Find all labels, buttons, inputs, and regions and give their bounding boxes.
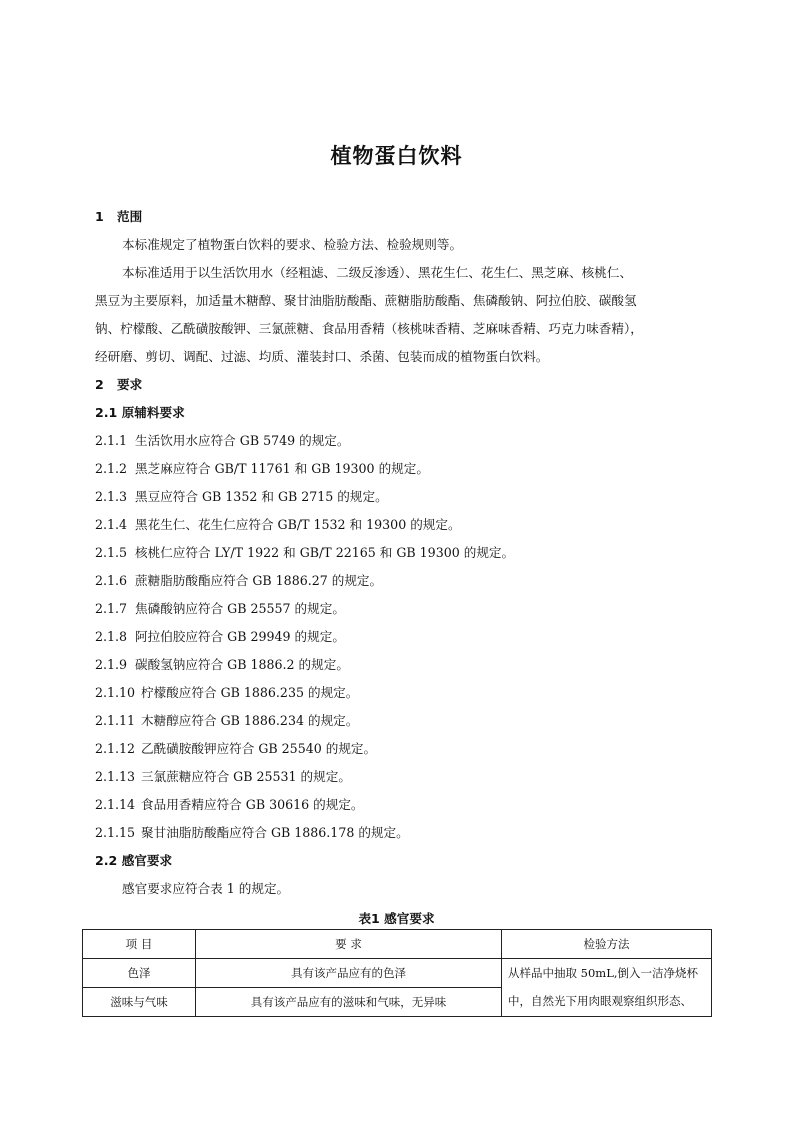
table-cell-item: 滋味与气味 xyxy=(83,988,196,1017)
section-1-paragraph-2-line-1: 本标准适用于以生活饮用水（经粗滤、二级反渗透）、黑花生仁、花生仁、黑芝麻、核桃仁、 xyxy=(122,265,633,280)
section-1-paragraph-2-line-3: 钠、柠檬酸、乙酰磺胺酸钾、三氯蔗糖、食品用香精（核桃味香精、芝麻味香精、巧克力味香精）， xyxy=(95,321,643,336)
list-item: 2.1.12 乙酰磺胺酸钾应符合 GB 25540 的规定。 xyxy=(95,741,377,756)
section-1-paragraph-2-line-4: 经研磨、剪切、调配、过滤、均质、灌装封口、杀菌、包装而成的植物蛋白饮料。 xyxy=(95,349,549,364)
table-header-row xyxy=(83,930,712,959)
section-2-title: 要求 xyxy=(117,377,143,392)
list-item: 2.1.1 生活饮用水应符合 GB 5749 的规定。 xyxy=(95,433,350,448)
table-header-requirement: 要 求 xyxy=(196,930,502,959)
section-2-heading xyxy=(95,376,142,394)
list-item: 2.1.9 碳酸氢钠应符合 GB 1886.2 的规定。 xyxy=(95,657,349,672)
list-item: 2.1.11 木糖醇应符合 GB 1886.234 的规定。 xyxy=(95,713,359,728)
method-line-1: 从样品中抽取 50mL,倒入一洁净烧杯 xyxy=(508,966,698,980)
section-1-heading xyxy=(95,208,142,226)
list-item: 2.1.4 黑花生仁、花生仁应符合 GB/T 1532 和 19300 的规定。 xyxy=(95,517,461,532)
table-cell-item: 色泽 xyxy=(83,959,196,988)
section-1-paragraph-2-line-2: 黑豆为主要原料，加适量木糖醇、聚甘油脂肪酸酯、蔗糖脂肪酸酯、焦磷酸钠、阿拉伯胶、碳酸氢 xyxy=(95,293,637,308)
table-cell-requirement: 具有该产品应有的滋味和气味，无异味 xyxy=(196,988,502,1017)
section-1-title: 范围 xyxy=(117,209,143,224)
method-line-2: 中，自然光下用肉眼观察组织形态、 xyxy=(508,994,692,1008)
table-row xyxy=(83,959,712,988)
subsection-2-1-heading: 2.1 原辅料要求 xyxy=(95,405,185,420)
list-item: 2.1.3 黑豆应符合 GB 1352 和 GB 2715 的规定。 xyxy=(95,489,388,504)
section-1-paragraph-1: 本标准规定了植物蛋白饮料的要求、检验方法、检验规则等。 xyxy=(122,237,463,252)
list-item: 2.1.7 焦磷酸钠应符合 GB 25557 的规定。 xyxy=(95,601,345,616)
list-item: 2.1.14 食品用香精应符合 GB 30616 的规定。 xyxy=(95,797,364,812)
page-title: 植物蛋白饮料 xyxy=(330,144,463,168)
list-item: 2.1.8 阿拉伯胶应符合 GB 29949 的规定。 xyxy=(95,629,345,644)
list-item: 2.1.2 黑芝麻应符合 GB/T 11761 和 GB 19300 的规定。 xyxy=(95,461,429,476)
list-item: 2.1.15 聚甘油脂肪酸酯应符合 GB 1886.178 的规定。 xyxy=(95,825,409,840)
list-item: 2.1.5 核桃仁应符合 LY/T 1922 和 GB/T 22165 和 GB 19300 的规定。 xyxy=(95,545,515,560)
table-cell-method xyxy=(502,959,712,1017)
list-item: 2.1.13 三氯蔗糖应符合 GB 25531 的规定。 xyxy=(95,769,351,784)
table-cell-requirement: 具有该产品应有的色泽 xyxy=(196,959,502,988)
subsection-2-2-heading: 2.2 感官要求 xyxy=(95,853,173,868)
list-item: 2.1.6 蔗糖脂肪酸酯应符合 GB 1886.27 的规定。 xyxy=(95,573,383,588)
section-2-number: 2 xyxy=(95,377,104,392)
section-1-number: 1 xyxy=(95,209,104,224)
table-header-method: 检验方法 xyxy=(502,930,712,959)
sensory-requirements-table xyxy=(82,929,712,1017)
list-item: 2.1.10 柠檬酸应符合 GB 1886.235 的规定。 xyxy=(95,685,359,700)
subsection-2-2-text: 感官要求应符合表 1 的规定。 xyxy=(122,881,290,896)
table-header-item: 项 目 xyxy=(83,930,196,959)
table-caption: 表1 感官要求 xyxy=(358,911,435,926)
